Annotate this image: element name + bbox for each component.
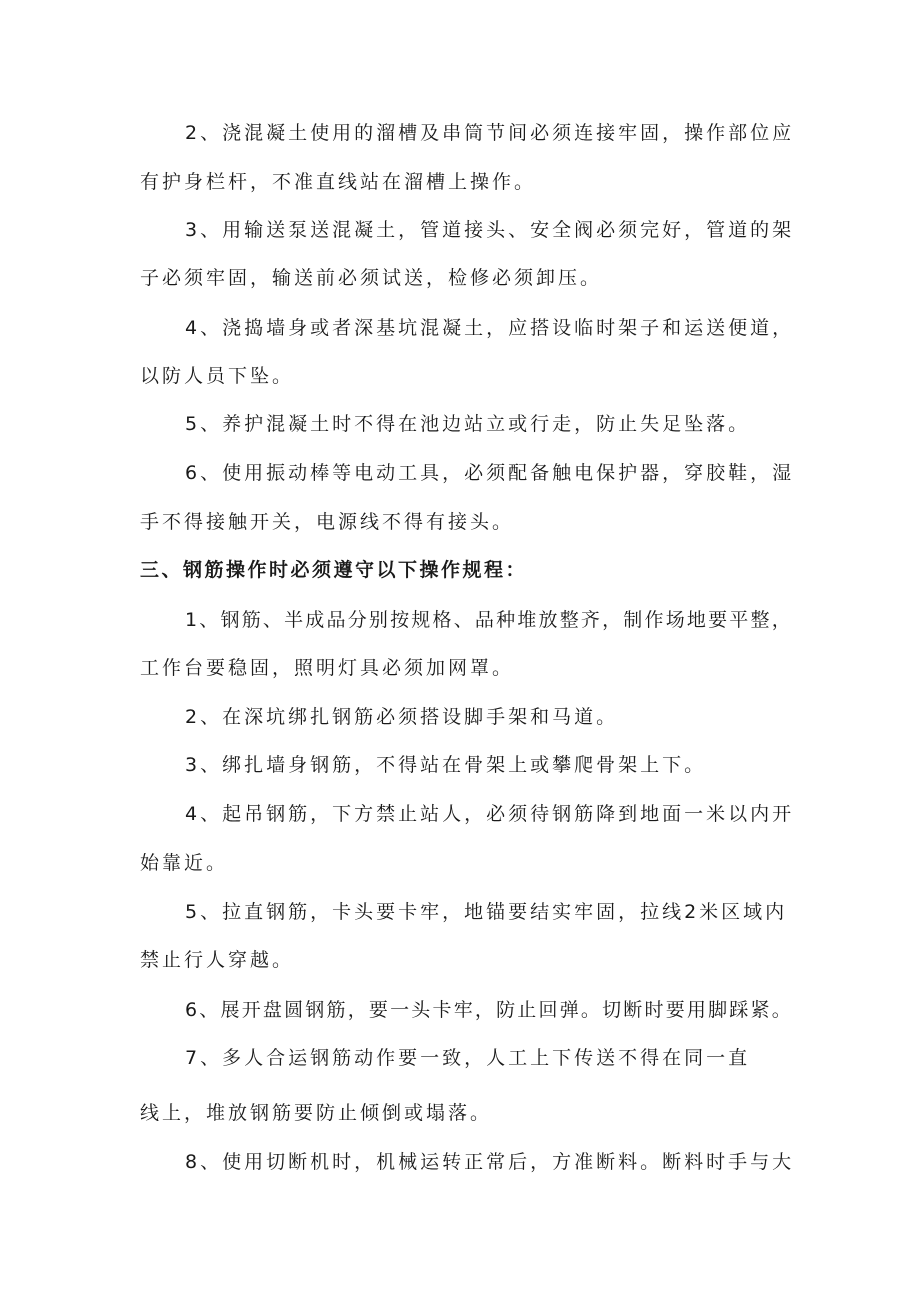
paragraph-line: 线上，堆放钢筋要防止倾倒或塌落。 bbox=[140, 1102, 493, 1124]
paragraph-line: 工作台要稳固，照明灯具必须加网罩。 bbox=[140, 657, 515, 679]
paragraph-line: 3、用输送泵送混凝土，管道接头、安全阀必须完好，管道的架 bbox=[185, 219, 795, 241]
paragraph-line: 以防人员下坠。 bbox=[140, 365, 295, 387]
paragraph-line: 手不得接触开关，电源线不得有接头。 bbox=[140, 511, 515, 533]
paragraph-line: 4、起吊钢筋，下方禁止站人，必须待钢筋降到地面一米以内开 bbox=[185, 803, 795, 825]
paragraph-line: 禁止行人穿越。 bbox=[140, 949, 295, 971]
paragraph-line: 1、钢筋、半成品分别按规格、品种堆放整齐，制作场地要平整， bbox=[185, 609, 793, 631]
paragraph-line: 3、绑扎墙身钢筋，不得站在骨架上或攀爬骨架上下。 bbox=[185, 754, 707, 776]
paragraph-line: 4、浇捣墙身或者深基坑混凝土，应搭设临时架子和运送便道， bbox=[185, 317, 795, 339]
paragraph-line: 5、拉直钢筋，卡头要卡牢，地锚要结实牢固，拉线2米区域内 bbox=[185, 901, 788, 923]
paragraph-line: 5、养护混凝土时不得在池边站立或行走，防止失足坠落。 bbox=[185, 413, 751, 435]
paragraph-line: 始靠近。 bbox=[140, 852, 229, 874]
section-heading: 三、钢筋操作时必须遵守以下操作规程： bbox=[140, 559, 528, 581]
paragraph-line: 2、浇混凝土使用的溜槽及串筒节间必须连接牢固，操作部位应 bbox=[185, 122, 795, 144]
paragraph-line: 2、在深坑绑扎钢筋必须搭设脚手架和马道。 bbox=[185, 706, 619, 728]
paragraph-line: 7、多人合运钢筋动作要一致，人工上下传送不得在同一直 bbox=[185, 1047, 751, 1069]
paragraph-line: 6、展开盘圆钢筋，要一头卡牢，防止回弹。切断时要用脚踩紧。 bbox=[185, 999, 793, 1021]
paragraph-line: 子必须牢固，输送前必须试送，检修必须卸压。 bbox=[140, 267, 603, 289]
paragraph-line: 有护身栏杆，不准直线站在溜槽上操作。 bbox=[140, 171, 537, 193]
paragraph-line: 6、使用振动棒等电动工具，必须配备触电保护器，穿胶鞋，湿 bbox=[185, 462, 795, 484]
paragraph-line: 8、使用切断机时，机械运转正常后，方准断料。断料时手与大 bbox=[185, 1151, 795, 1173]
